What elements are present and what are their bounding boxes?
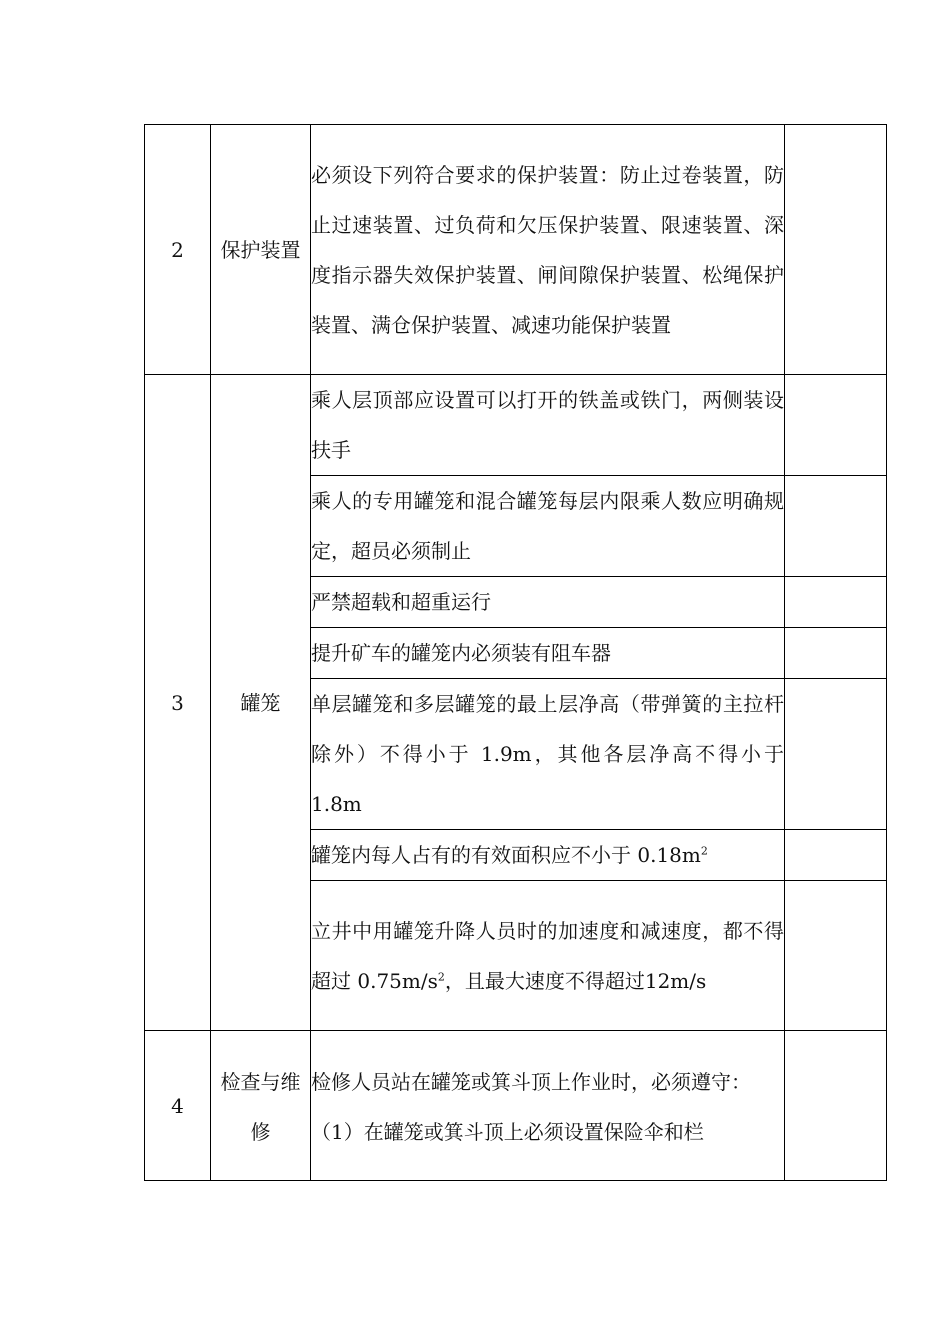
result-cell <box>785 830 887 881</box>
requirement-text: 单层罐笼和多层罐笼的最上层净高（带弹簧的主拉杆除外）不得小于 1.9m，其他各层净高不得小于 1.8m <box>311 679 785 830</box>
result-cell <box>785 125 887 375</box>
requirement-text: 乘人层顶部应设置可以打开的铁盖或铁门，两侧装设扶手 <box>311 375 785 476</box>
requirement-text: 提升矿车的罐笼内必须装有阻车器 <box>311 628 785 679</box>
result-cell <box>785 577 887 628</box>
row-number: 3 <box>145 375 211 1031</box>
superscript: 2 <box>437 969 445 983</box>
requirement-text <box>311 1031 785 1181</box>
row-number: 2 <box>145 125 211 375</box>
table-row <box>145 1031 887 1181</box>
result-cell <box>785 628 887 679</box>
result-cell <box>785 881 887 1031</box>
result-cell <box>785 1031 887 1181</box>
inspection-table <box>144 124 887 1181</box>
area-text: 罐笼内每人占有的有效面积应不小于 0.18m <box>311 843 701 867</box>
requirement-line: 检修人员站在罐笼或箕斗顶上作业时，必须遵守： <box>311 1070 751 1094</box>
superscript: 2 <box>700 844 708 858</box>
row-category: 检查与维修 <box>211 1031 311 1181</box>
result-cell <box>785 476 887 577</box>
requirement-text: 乘人的专用罐笼和混合罐笼每层内限乘人数应明确规定，超员必须制止 <box>311 476 785 577</box>
requirement-text: 必须设下列符合要求的保护装置：防止过卷装置，防止过速装置、过负荷和欠压保护装置、限速装置、深度指示器失效保护装置、闸间隙保护装置、松绳保护装置、满仓保护装置、减速功能保护装置 <box>311 125 785 375</box>
requirement-line: （1）在罐笼或箕斗顶上必须设置保险伞和栏 <box>311 1120 704 1144</box>
speed-text-suffix: ，且最大速度不得超过12m/s <box>444 968 707 993</box>
row-number: 4 <box>145 1031 211 1181</box>
result-cell <box>785 679 887 830</box>
speed-text: 立井中用罐笼升降人员时的加速度和减速度，都不得超过 0.75m/s <box>311 918 784 993</box>
requirement-text: 严禁超载和超重运行 <box>311 577 785 628</box>
requirement-text <box>311 881 785 1031</box>
row-category: 罐笼 <box>211 375 311 1031</box>
table-row <box>145 375 887 476</box>
requirement-text <box>311 830 785 881</box>
table-row <box>145 125 887 375</box>
result-cell <box>785 375 887 476</box>
row-category: 保护装置 <box>211 125 311 375</box>
